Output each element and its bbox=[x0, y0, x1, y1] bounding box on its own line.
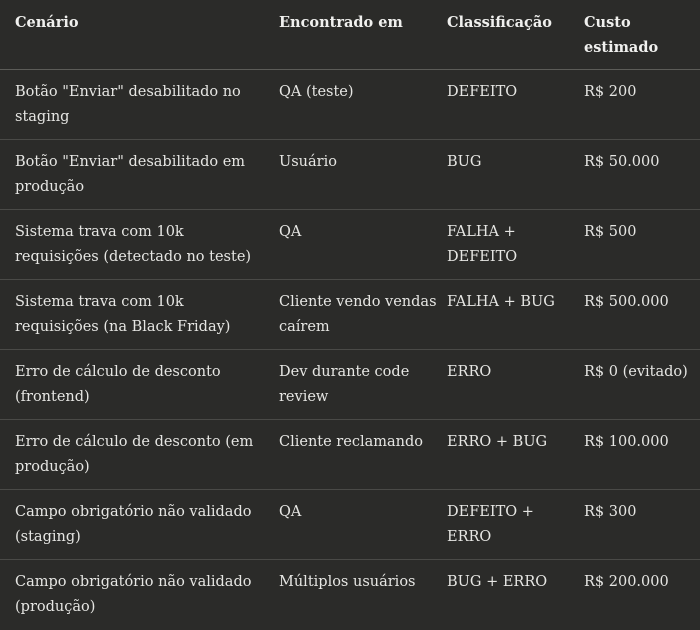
table-row bbox=[0, 70, 700, 140]
cell-classification: ERRO + BUG bbox=[447, 434, 548, 450]
cell-scenario: Sistema trava com 10k requisições (detectado no teste) bbox=[15, 224, 252, 265]
cell-scenario: Campo obrigatório não validado (staging) bbox=[15, 504, 252, 545]
cell-scenario: Botão "Enviar" desabilitado em produção bbox=[15, 154, 246, 195]
cell-found-in: QA bbox=[279, 224, 302, 240]
cell-classification: FALHA + BUG bbox=[447, 294, 555, 310]
table-row bbox=[0, 560, 700, 630]
header-cost: Custo estimado bbox=[584, 14, 659, 56]
table-row bbox=[0, 490, 700, 560]
cell-cost: R$ 300 bbox=[584, 504, 637, 520]
cell-scenario: Erro de cálculo de desconto (em produção) bbox=[15, 434, 254, 475]
cell-classification: DEFEITO bbox=[447, 84, 518, 100]
cell-found-in: Dev durante code review bbox=[279, 364, 410, 405]
cell-cost: R$ 50.000 bbox=[584, 154, 660, 170]
cell-found-in: QA (teste) bbox=[279, 84, 354, 100]
cell-found-in: QA bbox=[279, 504, 302, 520]
cell-scenario: Campo obrigatório não validado (produção) bbox=[15, 574, 252, 615]
cell-cost: R$ 200.000 bbox=[584, 574, 669, 590]
table-row bbox=[0, 280, 700, 350]
cell-classification: BUG bbox=[447, 154, 482, 170]
header-found-in: Encontrado em bbox=[279, 14, 403, 31]
cell-cost: R$ 500 bbox=[584, 224, 637, 240]
cell-found-in: Cliente vendo vendas caírem bbox=[279, 294, 437, 335]
cell-scenario: Erro de cálculo de desconto (frontend) bbox=[15, 364, 221, 405]
table-row bbox=[0, 140, 700, 210]
cell-cost: R$ 200 bbox=[584, 84, 637, 100]
table-header bbox=[0, 0, 700, 70]
cell-cost: R$ 500.000 bbox=[584, 294, 669, 310]
cell-classification: BUG + ERRO bbox=[447, 574, 548, 590]
cell-found-in: Múltiplos usuários bbox=[279, 574, 416, 590]
cell-classification: FALHA + DEFEITO bbox=[447, 224, 518, 265]
header-classification: Classificação bbox=[447, 14, 552, 31]
table-row bbox=[0, 350, 700, 420]
table-row bbox=[0, 210, 700, 280]
cell-cost: R$ 0 (evitado) bbox=[584, 364, 688, 380]
cell-classification: ERRO bbox=[447, 364, 492, 380]
cell-found-in: Usuário bbox=[279, 154, 337, 170]
cell-scenario: Sistema trava com 10k requisições (na Black Friday) bbox=[15, 294, 231, 335]
cell-classification: DEFEITO + ERRO bbox=[447, 504, 534, 545]
table-row bbox=[0, 420, 700, 490]
cell-scenario: Botão "Enviar" desabilitado no staging bbox=[15, 84, 241, 125]
cell-found-in: Cliente reclamando bbox=[279, 434, 423, 450]
header-scenario: Cenário bbox=[15, 14, 79, 31]
cell-cost: R$ 100.000 bbox=[584, 434, 669, 450]
